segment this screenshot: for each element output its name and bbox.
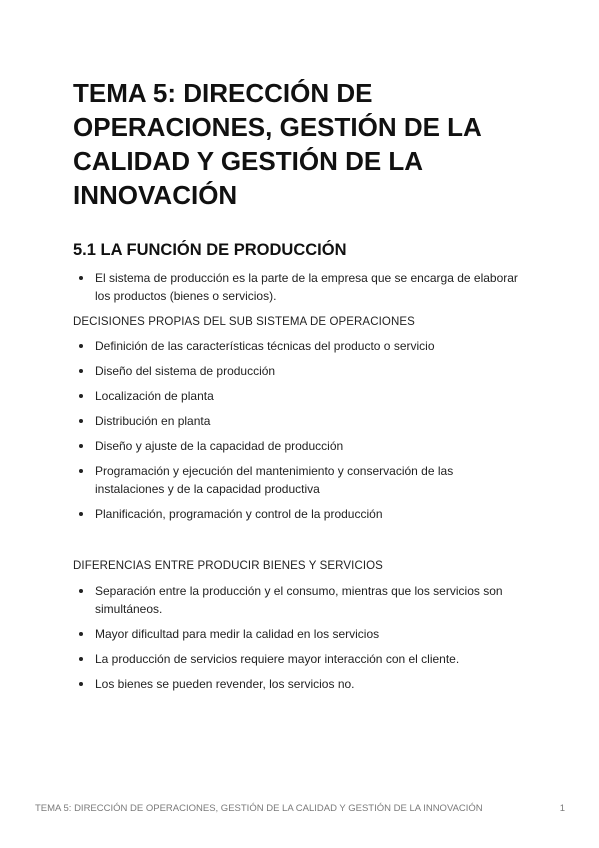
list-item: Definición de las características técnicas del producto o servicio <box>73 337 523 355</box>
footer-text: TEMA 5: DIRECCIÓN DE OPERACIONES, GESTIÓN DE LA CALIDAD Y GESTIÓN DE LA INNOVACIÓN <box>35 803 483 814</box>
list-item: Programación y ejecución del mantenimiento y conservación de las instalaciones y de la capacidad productiva <box>73 462 523 498</box>
list-item: Los bienes se pueden revender, los servicios no. <box>73 675 523 693</box>
decisions-list <box>73 337 523 530</box>
list-item: Localización de planta <box>73 387 523 405</box>
section-title: 5.1 LA FUNCIÓN DE PRODUCCIÓN <box>73 241 347 259</box>
list-item: Diseño del sistema de producción <box>73 362 523 380</box>
list-item: El sistema de producción es la parte de la empresa que se encarga de elaborar los productos (bienes o servicios). <box>73 269 523 305</box>
list-item: Separación entre la producción y el consumo, mientras que los servicios son simultáneos. <box>73 582 523 618</box>
intro-list <box>73 269 523 312</box>
list-item: Diseño y ajuste de la capacidad de producción <box>73 437 523 455</box>
page-number: 1 <box>559 803 565 814</box>
list-item: Distribución en planta <box>73 412 523 430</box>
differences-list <box>73 582 523 700</box>
list-item: Mayor dificultad para medir la calidad en los servicios <box>73 625 523 643</box>
differences-heading: DIFERENCIAS ENTRE PRODUCIR BIENES Y SERVICIOS <box>73 560 383 572</box>
list-item: Planificación, programación y control de la producción <box>73 505 523 523</box>
page-title: TEMA 5: DIRECCIÓN DE OPERACIONES, GESTIÓN DE LA CALIDAD Y GESTIÓN DE LA INNOVACIÓN <box>73 78 481 210</box>
list-item: La producción de servicios requiere mayor interacción con el cliente. <box>73 650 523 668</box>
decisions-heading: DECISIONES PROPIAS DEL SUB SISTEMA DE OPERACIONES <box>73 316 415 328</box>
